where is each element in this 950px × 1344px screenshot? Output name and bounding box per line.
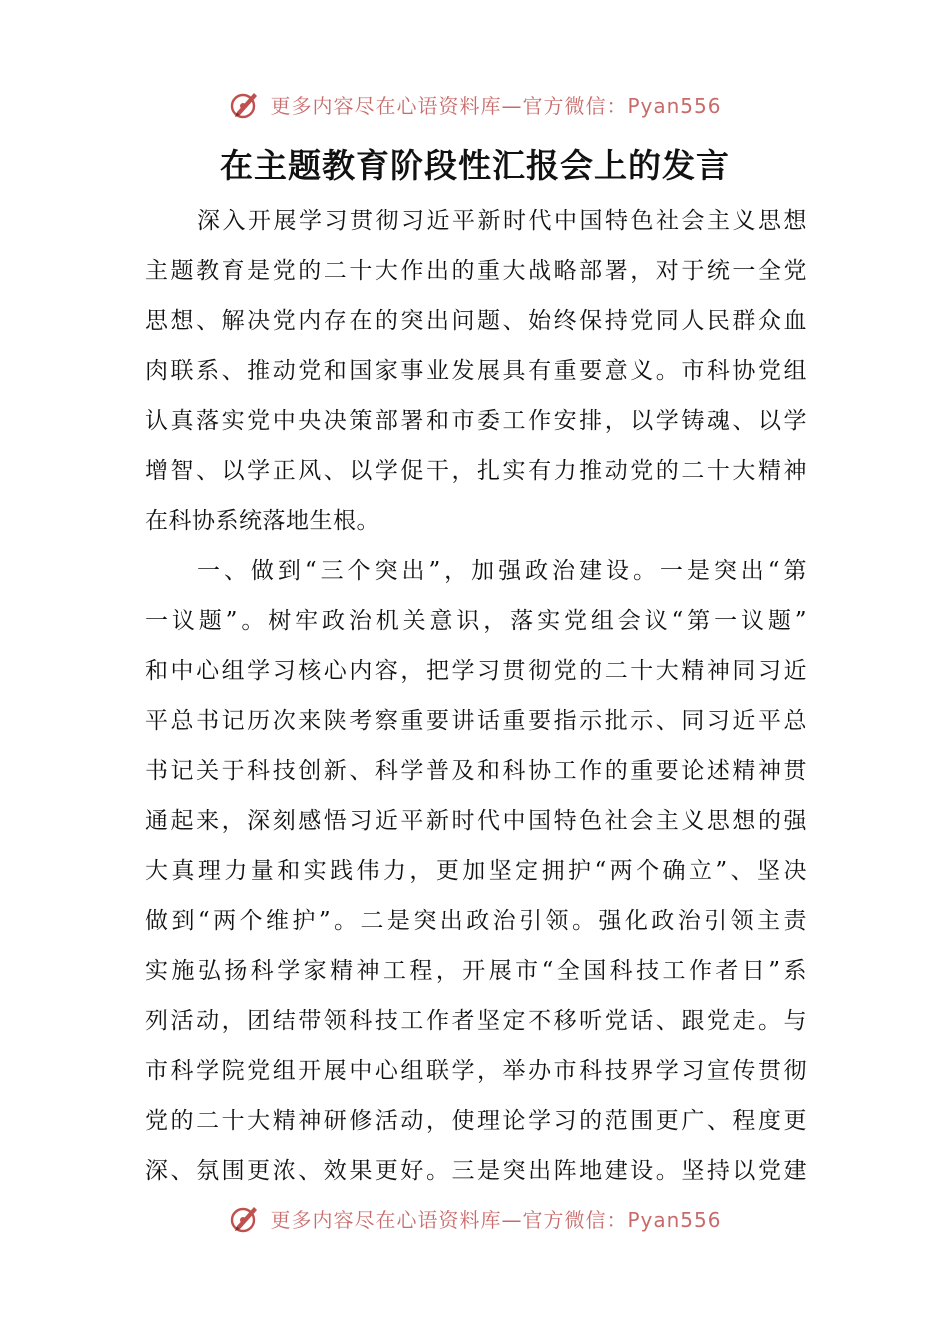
paragraph-line: 和中心组学习核心内容，把学习贯彻党的二十大精神同习近 bbox=[145, 658, 807, 684]
watermark-header bbox=[0, 86, 950, 122]
paragraph-line: 思想、解决党内存在的突出问题、始终保持党同人民群众血 bbox=[145, 308, 807, 334]
paragraph-line: 实施弘扬科学家精神工程，开展市“全国科技工作者日”系 bbox=[145, 958, 807, 984]
paragraph-line: 主题教育是党的二十大作出的重大战略部署，对于统一全党 bbox=[145, 258, 807, 284]
pen-circle-logo-icon bbox=[228, 1206, 262, 1235]
paragraph-line: 党的二十大精神研修活动，使理论学习的范围更广、程度更 bbox=[145, 1108, 807, 1134]
document-title: 在主题教育阶段性汇报会上的发言 bbox=[220, 146, 730, 185]
watermark-text: 更多内容尽在心语资料库—官方微信：Pyan556 bbox=[270, 93, 722, 118]
paragraph-line: 大真理力量和实践伟力，更加坚定拥护“两个确立”、坚决 bbox=[145, 858, 807, 884]
paragraph-line: 一、做到“三个突出”，加强政治建设。一是突出“第 bbox=[197, 558, 807, 584]
watermark-footer bbox=[0, 1206, 950, 1240]
pen-circle-logo-icon bbox=[228, 87, 262, 121]
watermark-text: 更多内容尽在心语资料库—官方微信：Pyan556 bbox=[270, 1207, 722, 1232]
paragraph-line: 市科学院党组开展中心组联学，举办市科技界学习宣传贯彻 bbox=[145, 1058, 807, 1084]
paragraph-line: 列活动，团结带领科技工作者坚定不移听党话、跟党走。与 bbox=[145, 1008, 807, 1034]
paragraph-line: 在科协系统落地生根。 bbox=[145, 508, 380, 534]
paragraph-line: 做到“两个维护”。二是突出政治引领。强化政治引领主责 bbox=[145, 908, 807, 934]
paragraph-line: 认真落实党中央决策部署和市委工作安排，以学铸魂、以学 bbox=[145, 408, 807, 434]
paragraph-line: 通起来，深刻感悟习近平新时代中国特色社会主义思想的强 bbox=[145, 808, 807, 834]
paragraph-line: 深入开展学习贯彻习近平新时代中国特色社会主义思想 bbox=[197, 208, 807, 234]
paragraph-line: 平总书记历次来陕考察重要讲话重要指示批示、同习近平总 bbox=[145, 708, 807, 734]
paragraph-line: 增智、以学正风、以学促干，扎实有力推动党的二十大精神 bbox=[145, 458, 807, 484]
document-body bbox=[145, 196, 807, 1196]
paragraph-line: 书记关于科技创新、科学普及和科协工作的重要论述精神贯 bbox=[145, 758, 807, 784]
paragraph-line: 一议题”。树牢政治机关意识，落实党组会议“第一议题” bbox=[145, 608, 807, 634]
paragraph-line: 深、氛围更浓、效果更好。三是突出阵地建设。坚持以党建 bbox=[145, 1158, 807, 1184]
paragraph-line: 肉联系、推动党和国家事业发展具有重要意义。市科协党组 bbox=[145, 358, 807, 384]
